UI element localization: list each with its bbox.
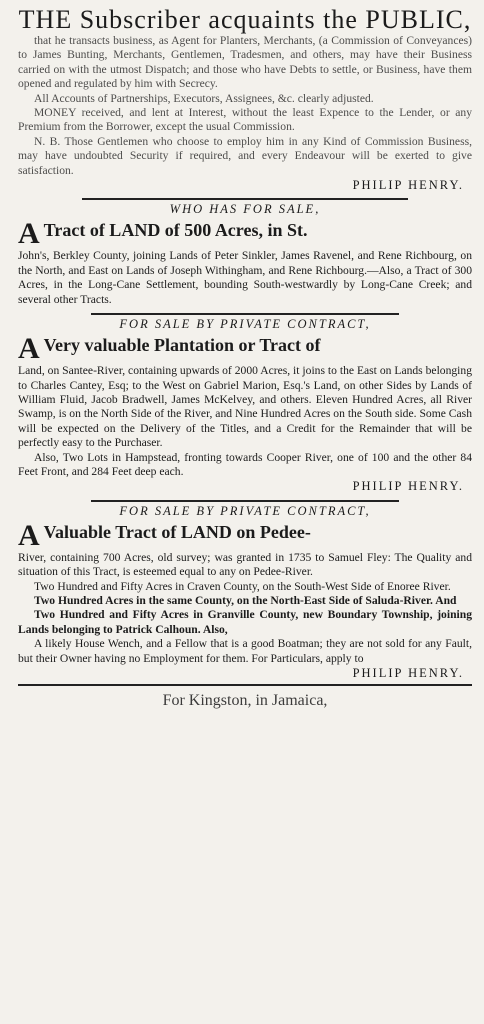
ad4-item: Two Hundred and Fifty Acres in Craven County, on the South-West Side of Enoree River. [34, 579, 451, 593]
ad-agent-services [18, 6, 472, 192]
ad1-title: THE Subscriber acquaints the PUBLIC, [18, 5, 472, 34]
ad4-drop-cap: A [18, 518, 40, 552]
ad2-body: John's, Berkley County, joining Lands of Peter Sinkler, James Ravenel, and Rene Richbourg, on the North, and East on Lands of Joseph Withingham, and Rene Richbourg.—Also, a Tract of 300 Acres, in the Long-Cane Settlement, bounding South-westwardly by Long-Cane Creek; and several other Tracts. [18, 249, 472, 306]
ad4-lead-text: Valuable Tract of LAND on Pedee- [43, 521, 311, 542]
ad4-item: A likely House Wench, and a Fellow that is a good Boatman; they are not sold for any Fault, but their Owner having no Employment for them. For Particulars, apply to [18, 637, 472, 665]
ad-pedee-tract [18, 504, 472, 681]
ad1-signature: PHILIP HENRY. [352, 178, 464, 193]
ad2-drop-cap: A [18, 217, 40, 251]
ad4-item: Two Hundred and Fifty Acres in Granville County, new Boundary Township, joining Lands belonging to Patrick Calhoun. Also, [18, 608, 472, 636]
ad3-heading: FOR SALE BY PRIVATE CONTRACT, [119, 317, 371, 332]
ad4-signature: PHILIP HENRY. [352, 666, 464, 680]
ad3-drop-cap: A [18, 332, 40, 366]
ad2-lead [18, 219, 472, 249]
divider-rule [18, 684, 472, 686]
cut-off-heading: For Kingston, in Jamaica, [162, 692, 328, 710]
ad1-paragraph: N. B. Those Gentlemen who choose to employ him in any Kind of Commission Business, may have undoubted Security if required, and every Endeavour will be exerted to give satisfaction. [18, 134, 472, 177]
ad4-item: Two Hundred Acres in the same County, on the North-East Side of Saluda-River. And [34, 593, 457, 607]
ad2-heading: WHO HAS FOR SALE, [169, 202, 321, 217]
ad4-lead [18, 518, 472, 552]
ad3-body: Land, on Santee-River, containing upwards of 2000 Acres, it joins to the East on Lands belonging to Charles Cantey, Esq; to the West on Gabriel Marion, Esq.'s Land, on other Sides by Lands of William Fluid, Jacob Bradwell, James McKelvey, and others. Eleven Hundred Acres, all River Swamp, is on the North Side of the River, and Nine Hundred Acres on the South side. Some Cash will be expected on the Delivery of the Titles, and a Credit for the Remainder that will be perfectly easy to the Purchaser. [18, 364, 472, 450]
ad-tract-st-johns [18, 202, 472, 307]
ad3-lead [18, 334, 472, 364]
divider-rule [91, 500, 400, 502]
ad2-lead-text: Tract of LAND of 500 Acres, in St. [43, 220, 308, 241]
ad4-body: River, containing 700 Acres, old survey; was granted in 1735 to Samuel Fley: The Quality and situation of this Tract, is esteemed equal to any on Pedee-River. [18, 550, 472, 579]
ad1-paragraph: that he transacts business, as Agent for Planters, Merchants, (a Commission of Conveyances) to James Bunting, Merchants, Gentlemen, Tradesmen, and others, may have their Business carried on with the utmost Dispatch; and those who have Debts to settle, or Business, have them opened and regulated by him with Secrecy. [18, 34, 472, 91]
ad4-heading: FOR SALE BY PRIVATE CONTRACT, [119, 503, 371, 518]
ad1-paragraph: MONEY received, and lent at Interest, without the least Expence to the Lender, or any Premium from the Borrower, except the usual Commission. [18, 106, 472, 134]
ad1-paragraph: All Accounts of Partnerships, Executors, Assignees, &c. clearly adjusted. [34, 91, 374, 105]
ad3-extra: Also, Two Lots in Hampstead, fronting towards Cooper River, one of 100 and the other 84 Feet Front, and 284 Feet deep each. [18, 450, 472, 478]
ad-santee-plantation [18, 317, 472, 494]
divider-rule [82, 198, 409, 200]
ad3-signature: PHILIP HENRY. [352, 479, 464, 494]
ad3-lead-text: Very valuable Plantation or Tract of [43, 335, 321, 356]
divider-rule [91, 313, 400, 315]
